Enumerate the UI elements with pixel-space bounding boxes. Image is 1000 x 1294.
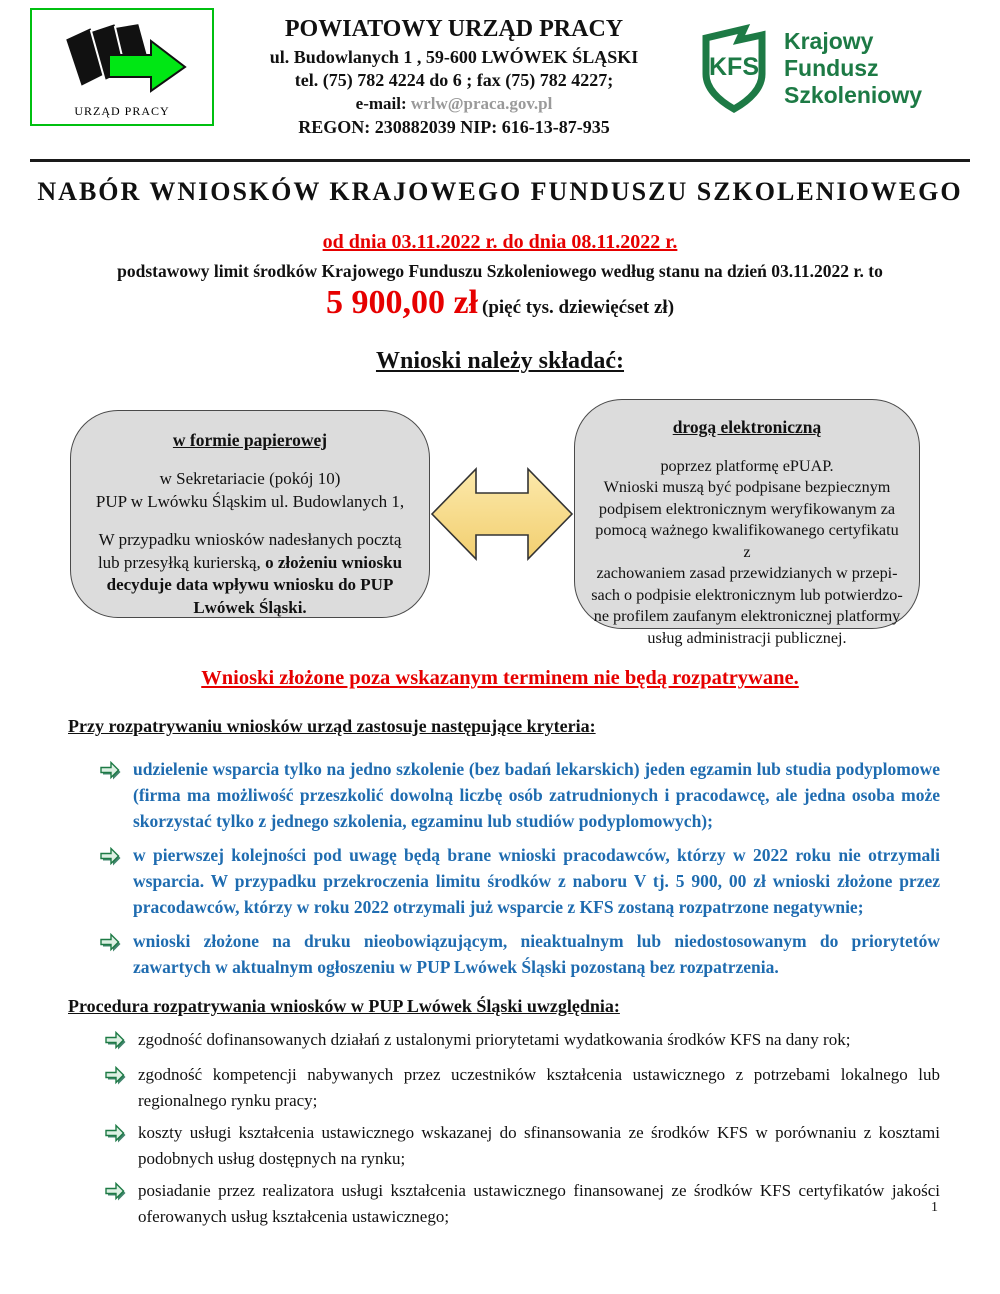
arrow-bullet-icon bbox=[100, 761, 121, 785]
limit-line: podstawowy limit środków Krajowego Funduszu Szkoleniowego według stanu na dzień 03.11.2022 r. to bbox=[117, 261, 883, 282]
kfs-wordmark bbox=[784, 22, 922, 109]
procedure-item bbox=[105, 1027, 940, 1055]
amount-value: 5 900,00 zł bbox=[325, 284, 478, 322]
paper-form-box bbox=[70, 410, 430, 618]
criteria-item bbox=[100, 757, 940, 835]
procedure-item bbox=[105, 1178, 940, 1229]
amount-words: (pięć tys. dziewięćset zł) bbox=[482, 297, 675, 319]
pup-logo-icon bbox=[47, 15, 197, 108]
svg-text:KFS: KFS bbox=[709, 53, 759, 81]
arrow-bullet-icon bbox=[105, 1031, 126, 1055]
amount-line bbox=[0, 284, 1000, 322]
org-regon-nip: REGON: 230882039 NIP: 616-13-87-935 bbox=[298, 116, 610, 137]
procedure-item bbox=[105, 1120, 940, 1171]
page-title: NABÓR WNIOSKÓW KRAJOWEGO FUNDUSZU SZKOLENIOWEGO bbox=[37, 177, 963, 207]
kfs-word-1: Krajowy bbox=[784, 28, 874, 54]
org-phone-fax: tel. (75) 782 4224 do 6 ; fax (75) 782 4227; bbox=[294, 70, 614, 91]
paper-box-line1: w Sekretariacie (pokój 10) bbox=[159, 469, 341, 489]
email-label: e-mail: bbox=[355, 94, 407, 114]
criteria-item-text: udzielenie wsparcia tylko na jedno szkolenie (bez badań lekarskich) jeden egzamin lub studia podyplomowe (firma ma możliwość przeszkolić dowolną liczbę osób zatrudnionych i pracodawcę, ale jedna osoba może skorzystać tylko z jednego szkolenia, egzaminu lub studiów podyplomowych); bbox=[133, 759, 940, 832]
org-address: ul. Budowlanych 1 , 59-600 LWÓWEK ŚLĄSKI bbox=[269, 46, 639, 67]
org-email-line bbox=[214, 93, 694, 115]
electronic-box-line: pomocą ważnego kwalifikowanego certyfikatu z bbox=[595, 521, 899, 561]
electronic-box-line: ne profilem zaufanym elektronicznej platformy bbox=[593, 607, 901, 626]
submit-heading: Wnioski należy składać: bbox=[375, 348, 625, 375]
procedure-item-text: zgodność kompetencji nabywanych przez uczestników kształcenia ustawicznego z potrzebami lokalnego lub regionalnego rynku pracy; bbox=[138, 1065, 940, 1110]
arrow-bullet-icon bbox=[105, 1066, 126, 1090]
header bbox=[0, 0, 1000, 139]
arrow-bullet-icon bbox=[105, 1182, 126, 1206]
deadline-warning: Wnioski złożone poza wskazanym terminem nie będą rozpatrywane. bbox=[201, 667, 799, 690]
pup-logo-label: URZĄD PRACY bbox=[74, 104, 170, 118]
electronic-box-line: poprzez platformę ePUAP. bbox=[660, 456, 834, 475]
kfs-shield-icon bbox=[694, 22, 774, 119]
criteria-item bbox=[100, 929, 940, 981]
procedure-item-text: koszty usługi kształcenia ustawicznego wskazanej do sfinansowania ze środków KFS w porównaniu z kosztami podobnych usług dostępnych na rynku; bbox=[138, 1123, 940, 1168]
electronic-box-line: podpisem elektronicznym weryfikowanym za bbox=[598, 499, 896, 518]
procedure-item-text: zgodność dofinansowanych działań z ustalonymi priorytetami wydatkowania środków KFS na dany rok; bbox=[138, 1030, 851, 1050]
page-number: 1 bbox=[931, 1200, 938, 1215]
criteria-heading: Przy rozpatrywaniu wniosków urząd zastosuje następujące kryteria: bbox=[68, 716, 596, 737]
procedure-list bbox=[105, 1027, 940, 1229]
pup-logo bbox=[30, 8, 214, 126]
org-name: POWIATOWY URZĄD PRACY bbox=[284, 16, 624, 42]
electronic-box-line: sach o podpisie elektronicznym lub potwierdzo- bbox=[591, 585, 903, 604]
electronic-box-line: Wnioski muszą być podpisane bezpiecznym bbox=[603, 478, 891, 497]
paper-box-note-bold: o złożeniu wniosku decyduje data wpływu wniosku do PUP Lwówek Śląski. bbox=[106, 552, 403, 617]
paper-box-note bbox=[93, 529, 407, 619]
header-divider bbox=[30, 159, 970, 162]
submission-options bbox=[70, 399, 930, 647]
criteria-item-text: w pierwszej kolejności pod uwagę będą brane wnioski pracodawców, którzy w 2022 roku nie otrzymali wsparcia. W przypadku przekroczenia limitu środków z naboru V tj. 5 900, 00 zł wnioski złożone przez pracodawców, którzy w roku 2022 otrzymali już wsparcie z KFS zostaną rozpatrzone negatywnie; bbox=[133, 845, 940, 917]
criteria-item-text: wnioski złożone na druku nieobowiązującym, nieaktualnym lub niedostosowanym do priorytetów zawartych w aktualnym ogłoszeniu w PUP Lwówek Śląski pozostaną bez rozpatrzenia. bbox=[133, 930, 940, 977]
paper-box-title: w formie papierowej bbox=[172, 430, 328, 451]
email-link[interactable]: wrlw@praca.gov.pl bbox=[410, 94, 553, 114]
procedure-item-text: posiadanie przez realizatora usługi kształcenia ustawicznego finansowanej ze środków KFS certyfikatów jakości oferowanych usług kształcenia ustawicznego; bbox=[138, 1181, 940, 1226]
kfs-logo bbox=[694, 8, 972, 119]
electronic-box-title: drogą elektroniczną bbox=[672, 417, 822, 438]
electronic-form-box bbox=[574, 399, 920, 647]
electronic-box-line: usług administracji publicznej. bbox=[647, 629, 847, 647]
procedure-item bbox=[105, 1062, 940, 1113]
arrow-bullet-icon bbox=[100, 847, 121, 871]
arrow-bullet-icon bbox=[105, 1124, 126, 1148]
kfs-word-2: Fundusz bbox=[784, 54, 879, 81]
kfs-word-3: Szkoleniowy bbox=[784, 81, 923, 108]
date-range: od dnia 03.11.2022 r. do dnia 08.11.2022 r. bbox=[322, 231, 678, 254]
criteria-item bbox=[100, 843, 940, 921]
criteria-list bbox=[100, 757, 940, 980]
paper-box-line2: PUP w Lwówku Śląskim ul. Budowlanych 1, bbox=[95, 491, 405, 511]
electronic-box-line: zachowaniem zasad przewidzianych w przepi- bbox=[596, 564, 898, 583]
paper-box-note-normal: W przypadku wniosków nadesłanych pocztą lub przesyłką kurierską, bbox=[97, 530, 402, 572]
double-arrow-icon bbox=[430, 462, 574, 566]
procedure-heading: Procedura rozpatrywania wniosków w PUP Lwówek Śląski uwzględnia: bbox=[68, 996, 620, 1017]
header-contact-block bbox=[214, 8, 694, 139]
arrow-bullet-icon bbox=[100, 933, 121, 957]
